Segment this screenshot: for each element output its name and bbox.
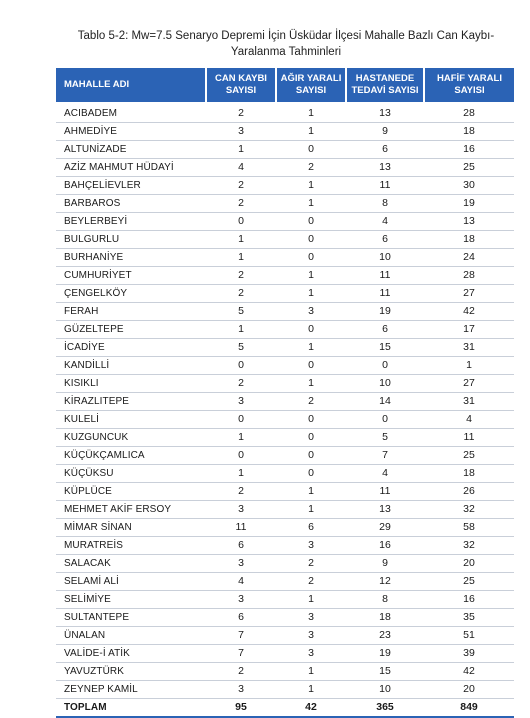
cell-neighborhood: KULELİ [56,411,206,429]
table-row [56,447,514,465]
table-row [56,537,514,555]
cell-lightly-injured: 4 [424,411,514,429]
cell-hospital-treatment: 11 [346,177,424,195]
cell-neighborhood: KİRAZLITEPE [56,393,206,411]
cell-deaths: 11 [206,519,276,537]
header-lightly-injured: HAFİF YARALI SAYISI [424,68,514,104]
table-header [56,68,514,104]
table-row [56,375,514,393]
cell-hospital-treatment: 14 [346,393,424,411]
cell-hospital-treatment: 9 [346,555,424,573]
header-neighborhood: MAHALLE ADI [56,68,206,104]
cell-hospital-treatment: 4 [346,213,424,231]
cell-severely-injured: 1 [276,123,346,141]
cell-hospital-treatment: 6 [346,141,424,159]
cell-neighborhood: ÜNALAN [56,627,206,645]
table-row [56,645,514,663]
cell-lightly-injured: 35 [424,609,514,627]
cell-severely-injured: 1 [276,285,346,303]
table-row [56,249,514,267]
cell-neighborhood: ÇENGELKÖY [56,285,206,303]
cell-deaths: 2 [206,285,276,303]
cell-lightly-injured: 26 [424,483,514,501]
table-row [56,141,514,159]
cell-neighborhood: KÜÇÜKÇAMLICA [56,447,206,465]
cell-severely-injured: 0 [276,231,346,249]
cell-neighborhood: KISIKLI [56,375,206,393]
cell-neighborhood: BULGURLU [56,231,206,249]
cell-severely-injured: 0 [276,249,346,267]
table-row [56,609,514,627]
cell-lightly-injured: 32 [424,537,514,555]
cell-deaths: 7 [206,627,276,645]
cell-severely-injured: 1 [276,591,346,609]
cell-severely-injured: 0 [276,465,346,483]
table-row [56,104,514,123]
cell-neighborhood: GÜZELTEPE [56,321,206,339]
cell-neighborhood: ZEYNEP KAMİL [56,681,206,699]
cell-neighborhood: BARBAROS [56,195,206,213]
table-row [56,519,514,537]
cell-hospital-treatment: 11 [346,285,424,303]
cell-hospital-treatment: 13 [346,501,424,519]
cell-lightly-injured: 18 [424,465,514,483]
total-lightly-injured: 849 [424,699,514,718]
table-row [56,501,514,519]
total-severely-injured: 42 [276,699,346,718]
table-body [56,104,514,718]
cell-hospital-treatment: 13 [346,104,424,123]
cell-deaths: 3 [206,555,276,573]
cell-lightly-injured: 28 [424,104,514,123]
cell-neighborhood: FERAH [56,303,206,321]
cell-lightly-injured: 30 [424,177,514,195]
table-row [56,411,514,429]
cell-lightly-injured: 27 [424,375,514,393]
cell-lightly-injured: 31 [424,393,514,411]
cell-deaths: 2 [206,104,276,123]
cell-neighborhood: SALACAK [56,555,206,573]
table-row [56,573,514,591]
table-row [56,555,514,573]
table-row [56,195,514,213]
cell-lightly-injured: 18 [424,231,514,249]
cell-severely-injured: 1 [276,681,346,699]
table-row [56,357,514,375]
cell-severely-injured: 1 [276,663,346,681]
cell-deaths: 1 [206,429,276,447]
cell-hospital-treatment: 18 [346,609,424,627]
cell-deaths: 5 [206,303,276,321]
table-row [56,339,514,357]
cell-severely-injured: 1 [276,375,346,393]
cell-deaths: 4 [206,573,276,591]
cell-deaths: 2 [206,663,276,681]
table-row [56,591,514,609]
cell-lightly-injured: 39 [424,645,514,663]
cell-lightly-injured: 32 [424,501,514,519]
cell-neighborhood: KÜÇÜKSU [56,465,206,483]
cell-lightly-injured: 51 [424,627,514,645]
cell-deaths: 0 [206,447,276,465]
total-deaths: 95 [206,699,276,718]
cell-hospital-treatment: 19 [346,645,424,663]
cell-neighborhood: KUZGUNCUK [56,429,206,447]
cell-hospital-treatment: 11 [346,267,424,285]
cell-severely-injured: 3 [276,645,346,663]
table-row [56,681,514,699]
cell-deaths: 0 [206,213,276,231]
cell-severely-injured: 2 [276,393,346,411]
cell-lightly-injured: 18 [424,123,514,141]
header-severely-injured: AĞIR YARALI SAYISI [276,68,346,104]
cell-deaths: 2 [206,483,276,501]
cell-deaths: 2 [206,375,276,393]
cell-severely-injured: 1 [276,339,346,357]
cell-deaths: 0 [206,357,276,375]
cell-lightly-injured: 16 [424,141,514,159]
cell-hospital-treatment: 10 [346,681,424,699]
cell-neighborhood: KANDİLLİ [56,357,206,375]
cell-severely-injured: 1 [276,104,346,123]
table-row [56,285,514,303]
cell-lightly-injured: 19 [424,195,514,213]
cell-neighborhood: MEHMET AKİF ERSOY [56,501,206,519]
cell-deaths: 3 [206,501,276,519]
total-row [56,699,514,718]
table-caption: Tablo 5-2: Mw=7.5 Senaryo Depremi İçin Üsküdar İlçesi Mahalle Bazlı Can Kaybı-Yaralanma Tahminleri [77,30,495,58]
cell-neighborhood: ALTUNİZADE [56,141,206,159]
cell-deaths: 1 [206,465,276,483]
table-row [56,159,514,177]
cell-deaths: 3 [206,123,276,141]
cell-neighborhood: SELAMİ ALİ [56,573,206,591]
cell-hospital-treatment: 4 [346,465,424,483]
cell-lightly-injured: 58 [424,519,514,537]
cell-lightly-injured: 31 [424,339,514,357]
cell-lightly-injured: 13 [424,213,514,231]
cell-neighborhood: YAVUZTÜRK [56,663,206,681]
table-row [56,465,514,483]
cell-neighborhood: VALİDE-İ ATİK [56,645,206,663]
cell-neighborhood: BAHÇELİEVLER [56,177,206,195]
cell-lightly-injured: 42 [424,663,514,681]
cell-deaths: 5 [206,339,276,357]
cell-lightly-injured: 25 [424,573,514,591]
cell-severely-injured: 1 [276,195,346,213]
cell-severely-injured: 2 [276,159,346,177]
header-deaths: CAN KAYBI SAYISI [206,68,276,104]
header-hospital-treatment: HASTANEDE TEDAVİ SAYISI [346,68,424,104]
cell-hospital-treatment: 6 [346,231,424,249]
cell-hospital-treatment: 15 [346,663,424,681]
table-row [56,123,514,141]
cell-severely-injured: 3 [276,627,346,645]
cell-hospital-treatment: 10 [346,375,424,393]
cell-hospital-treatment: 9 [346,123,424,141]
cell-lightly-injured: 11 [424,429,514,447]
cell-severely-injured: 3 [276,609,346,627]
cell-neighborhood: AHMEDİYE [56,123,206,141]
cell-severely-injured: 3 [276,303,346,321]
cell-neighborhood: CUMHURİYET [56,267,206,285]
cell-lightly-injured: 17 [424,321,514,339]
table-row [56,213,514,231]
cell-neighborhood: MURATREİS [56,537,206,555]
cell-lightly-injured: 25 [424,447,514,465]
cell-severely-injured: 0 [276,141,346,159]
cell-hospital-treatment: 0 [346,357,424,375]
table-row [56,231,514,249]
cell-lightly-injured: 1 [424,357,514,375]
cell-severely-injured: 0 [276,213,346,231]
cell-severely-injured: 0 [276,357,346,375]
cell-neighborhood: KÜPLÜCE [56,483,206,501]
cell-hospital-treatment: 13 [346,159,424,177]
cell-neighborhood: SULTANTEPE [56,609,206,627]
cell-deaths: 2 [206,195,276,213]
cell-hospital-treatment: 16 [346,537,424,555]
cell-hospital-treatment: 7 [346,447,424,465]
cell-hospital-treatment: 15 [346,339,424,357]
cell-neighborhood: AZİZ MAHMUT HÜDAYİ [56,159,206,177]
cell-severely-injured: 1 [276,483,346,501]
cell-neighborhood: SELİMİYE [56,591,206,609]
cell-severely-injured: 0 [276,447,346,465]
table-row [56,321,514,339]
total-hospital-treatment: 365 [346,699,424,718]
cell-lightly-injured: 20 [424,555,514,573]
cell-deaths: 0 [206,411,276,429]
cell-deaths: 2 [206,177,276,195]
cell-deaths: 6 [206,537,276,555]
cell-severely-injured: 3 [276,537,346,555]
cell-hospital-treatment: 0 [346,411,424,429]
header-row [56,68,514,104]
table-row [56,177,514,195]
cell-hospital-treatment: 19 [346,303,424,321]
cell-hospital-treatment: 5 [346,429,424,447]
table-row [56,267,514,285]
cell-neighborhood: BEYLERBEYİ [56,213,206,231]
cell-lightly-injured: 24 [424,249,514,267]
cell-neighborhood: İCADİYE [56,339,206,357]
cell-severely-injured: 0 [276,321,346,339]
cell-deaths: 3 [206,393,276,411]
cell-deaths: 3 [206,591,276,609]
cell-severely-injured: 0 [276,411,346,429]
cell-severely-injured: 2 [276,555,346,573]
table-row [56,627,514,645]
total-label: TOPLAM [56,699,206,718]
cell-hospital-treatment: 23 [346,627,424,645]
cell-lightly-injured: 25 [424,159,514,177]
cell-severely-injured: 1 [276,177,346,195]
cell-hospital-treatment: 8 [346,591,424,609]
cell-deaths: 1 [206,249,276,267]
cell-deaths: 1 [206,231,276,249]
cell-deaths: 3 [206,681,276,699]
cell-lightly-injured: 16 [424,591,514,609]
cell-hospital-treatment: 8 [346,195,424,213]
table-row [56,483,514,501]
cell-severely-injured: 0 [276,429,346,447]
table-row [56,303,514,321]
cell-hospital-treatment: 12 [346,573,424,591]
cell-lightly-injured: 28 [424,267,514,285]
cell-hospital-treatment: 11 [346,483,424,501]
table-row [56,429,514,447]
casualty-table [56,68,514,718]
cell-hospital-treatment: 29 [346,519,424,537]
table-row [56,393,514,411]
cell-neighborhood: MİMAR SİNAN [56,519,206,537]
cell-lightly-injured: 27 [424,285,514,303]
cell-deaths: 1 [206,321,276,339]
cell-neighborhood: ACIBADEM [56,104,206,123]
cell-deaths: 7 [206,645,276,663]
cell-hospital-treatment: 10 [346,249,424,267]
cell-lightly-injured: 42 [424,303,514,321]
cell-hospital-treatment: 6 [346,321,424,339]
cell-severely-injured: 1 [276,501,346,519]
table-row [56,663,514,681]
cell-deaths: 6 [206,609,276,627]
cell-neighborhood: BURHANİYE [56,249,206,267]
cell-lightly-injured: 20 [424,681,514,699]
cell-deaths: 2 [206,267,276,285]
cell-deaths: 4 [206,159,276,177]
cell-severely-injured: 1 [276,267,346,285]
cell-deaths: 1 [206,141,276,159]
cell-severely-injured: 6 [276,519,346,537]
cell-severely-injured: 2 [276,573,346,591]
